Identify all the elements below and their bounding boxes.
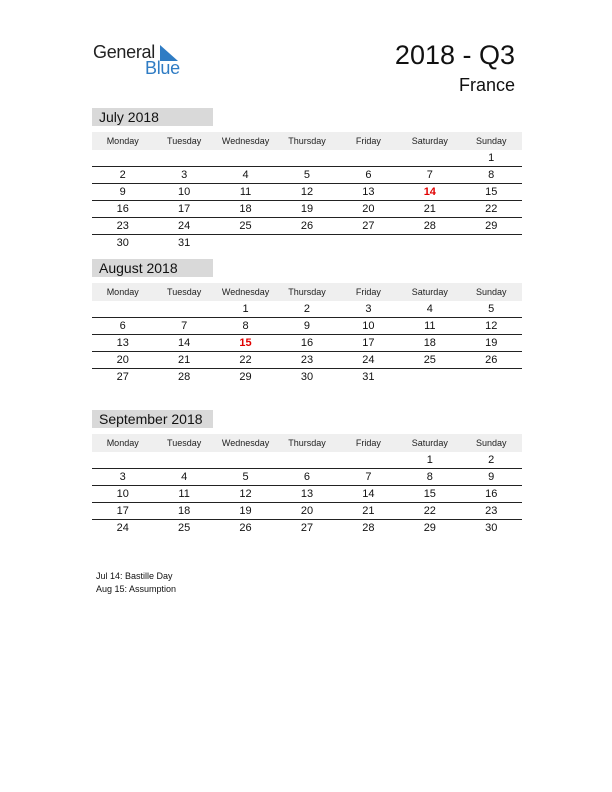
day-cell: 6 [119,320,126,332]
week-row [92,150,522,167]
week-row [92,486,522,503]
week-row [92,201,522,218]
day-cell [215,235,276,252]
day-cell: 3 [181,169,188,181]
day-cell: 23 [485,505,498,517]
weeks [92,301,522,386]
month-label: August 2018 [92,259,213,277]
day-cell: 13 [300,488,314,500]
day-cell [399,369,460,386]
day-cell: 30 [116,237,129,249]
day-cell: 2 [303,303,311,315]
day-cell: 25 [423,354,436,366]
day-cell: 1 [242,303,249,315]
day-cell: 3 [365,303,372,315]
day-cell: 13 [116,337,129,349]
day-cell: 5 [242,471,249,483]
day-cell: 8 [488,169,495,181]
day-cell: 24 [178,220,191,232]
weekday-header: Saturday [411,287,448,297]
day-cell: 9 [119,186,126,198]
week-row [92,318,522,335]
day-cell: 21 [423,203,436,215]
weekday-header: Thursday [288,287,326,297]
day-cell: 2 [488,454,495,466]
weekday-header: Sunday [475,136,507,146]
day-cell [276,150,337,166]
day-cell [399,150,460,166]
week-row [92,184,522,201]
logo-word-general: General [93,42,155,62]
day-cell [399,235,460,252]
day-cell: 12 [239,488,252,500]
day-cell: 1 [488,152,495,164]
day-cell: 10 [178,186,191,198]
day-cell [276,235,337,252]
day-cell: 8 [242,320,249,332]
weekday-header: Friday [355,136,381,146]
weekday-header: Tuesday [167,438,202,448]
day-cell: 17 [362,337,375,349]
day-cell: 7 [181,320,188,332]
week-row [92,469,522,486]
day-cell: 6 [303,471,311,483]
day-cell: 20 [300,505,314,517]
weekday-header: Saturday [411,136,448,146]
month-label: September 2018 [92,410,213,428]
day-cell: 16 [116,203,129,215]
page-title: 2018 - Q3 [394,40,515,70]
logo-word-blue: Blue [145,58,180,78]
weekday-header: Monday [106,136,139,146]
day-cell: 26 [300,220,314,232]
weekday-header: Tuesday [167,136,202,146]
day-cell [276,452,337,468]
day-cell: 18 [239,203,252,215]
day-cell: 5 [303,169,311,181]
holiday-day-cell: 15 [239,337,252,349]
week-row [92,335,522,352]
day-cell: 15 [485,186,498,198]
day-cell: 29 [485,220,498,232]
weekday-header-row [92,434,522,452]
weekday-header: Thursday [288,438,326,448]
day-cell: 26 [239,522,252,534]
country-label: France [458,75,515,95]
day-cell: 30 [300,371,314,383]
week-row [92,352,522,369]
day-cell: 22 [423,505,436,517]
weekday-header: Monday [106,287,139,297]
weekday-header: Tuesday [167,287,202,297]
day-cell: 8 [426,471,433,483]
weeks [92,452,522,537]
day-cell: 7 [365,471,372,483]
day-cell: 25 [239,220,252,232]
day-cell: 19 [239,505,252,517]
day-cell: 31 [362,371,375,383]
holiday-note: Aug 15: Assumption [96,584,177,594]
day-cell [92,452,153,468]
day-cell: 26 [485,354,498,366]
day-cell: 12 [300,186,314,198]
day-cell: 15 [423,488,436,500]
weekday-header: Sunday [475,438,507,448]
day-cell: 21 [178,354,191,366]
day-cell: 20 [362,203,375,215]
day-cell: 24 [116,522,129,534]
day-cell: 2 [119,169,126,181]
day-cell [92,301,153,317]
week-row [92,369,522,386]
day-cell: 22 [239,354,252,366]
day-cell: 27 [362,220,375,232]
day-cell: 30 [485,522,498,534]
day-cell: 17 [116,505,129,517]
day-cell: 29 [239,371,252,383]
day-cell: 4 [242,169,249,181]
day-cell [153,301,214,317]
month-label: July 2018 [92,108,213,126]
week-row [92,503,522,520]
day-cell: 21 [362,505,375,517]
weeks [92,150,522,252]
day-cell: 31 [178,237,191,249]
weekday-header-row [92,283,522,301]
weekday-header: Monday [106,438,139,448]
day-cell: 24 [362,354,375,366]
logo [93,42,193,82]
day-cell [153,452,214,468]
day-cell [153,150,214,166]
day-cell: 23 [116,220,129,232]
day-cell: 28 [362,522,375,534]
day-cell: 6 [365,169,372,181]
holiday-note: Jul 14: Bastille Day [96,571,173,581]
day-cell: 13 [362,186,375,198]
weekday-header: Sunday [475,287,507,297]
day-cell: 7 [426,169,433,181]
week-row [92,218,522,235]
week-row [92,452,522,469]
day-cell: 27 [300,522,314,534]
day-cell: 28 [423,220,436,232]
day-cell [338,150,399,166]
week-row [92,167,522,184]
week-row [92,301,522,318]
weekday-header: Wednesday [221,136,270,146]
day-cell: 28 [178,371,191,383]
day-cell [338,235,399,252]
day-cell: 12 [485,320,498,332]
day-cell: 10 [116,488,129,500]
day-cell: 10 [362,320,375,332]
day-cell: 11 [424,320,436,332]
day-cell: 9 [488,471,495,483]
weekday-header: Saturday [411,438,448,448]
day-cell: 16 [485,488,498,500]
day-cell: 1 [426,454,433,466]
day-cell [215,150,276,166]
weekday-header: Wednesday [221,287,270,297]
week-row [92,520,522,537]
day-cell: 20 [116,354,129,366]
day-cell [338,452,399,468]
day-cell [461,235,522,252]
day-cell: 23 [300,354,314,366]
day-cell: 11 [178,488,190,500]
holiday-day-cell: 14 [423,186,436,198]
day-cell: 29 [423,522,436,534]
weekday-header: Friday [355,287,381,297]
day-cell [215,452,276,468]
weekday-header: Wednesday [221,438,270,448]
day-cell: 5 [488,303,495,315]
day-cell: 18 [423,337,436,349]
day-cell: 22 [485,203,498,215]
day-cell: 19 [300,203,314,215]
day-cell: 3 [119,471,126,483]
holiday-notes [96,570,176,596]
day-cell: 25 [178,522,191,534]
day-cell: 27 [116,371,129,383]
day-cell [461,369,522,386]
weekday-header-row [92,132,522,150]
day-cell: 11 [239,186,252,198]
day-cell: 19 [485,337,498,349]
day-cell: 16 [300,337,314,349]
weekday-header: Friday [355,438,381,448]
day-cell: 18 [178,505,191,517]
day-cell [92,150,153,166]
weekday-header: Thursday [288,136,326,146]
day-cell: 14 [178,337,191,349]
day-cell: 9 [303,320,311,332]
day-cell: 4 [426,303,433,315]
day-cell: 14 [362,488,375,500]
day-cell: 4 [181,471,188,483]
week-row [92,235,522,252]
day-cell: 17 [178,203,191,215]
